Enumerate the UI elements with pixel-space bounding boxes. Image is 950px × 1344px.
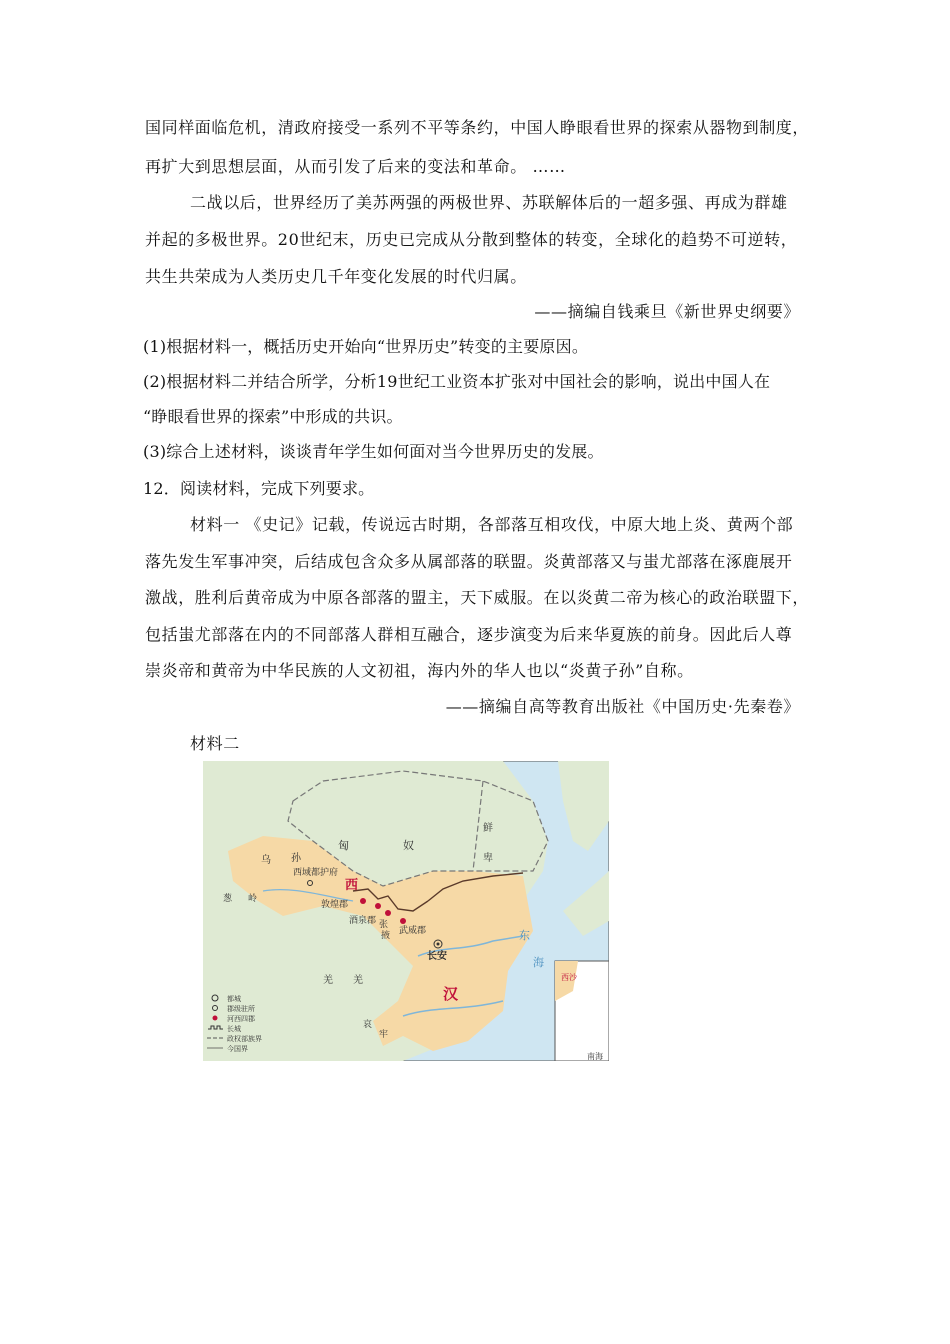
material-one-line: 落先发生军事冲突，后结成包含众多从属部落的联盟。炎黄部落又与蚩尤部落在涿鹿展开: [145, 552, 793, 571]
map-label: 羌: [353, 975, 363, 986]
source-citation: ——摘编自高等教育出版社《中国历史·先秦卷》: [445, 697, 800, 716]
legend-label: 政权部族界: [227, 1036, 262, 1043]
map-label: 哀: [363, 1019, 373, 1029]
han-dynasty-map: [203, 761, 609, 1061]
question-2: (2)根据材料二并结合所学，分析19世纪工业资本扩张对中国社会的影响，说出中国人在: [143, 372, 771, 391]
material-one-line: 崇炎帝和黄帝为中华民族的人文初祖，海内外的华人也以“炎黄子孙”自称。: [145, 661, 694, 680]
map-label: 奴: [403, 840, 414, 852]
map-label: 西域都护府: [293, 867, 339, 877]
map-label: 卑: [483, 853, 493, 864]
hexi-commandery-marker: [360, 898, 366, 904]
material-text-line: 二战以后，世界经历了美苏两强的两极世界、苏联解体后的一超多强、再成为群雄: [190, 193, 788, 212]
source-citation: ——摘编自钱乘旦《新世界史纲要》: [534, 302, 800, 321]
map-label: 东: [519, 930, 530, 942]
material-text-line: 共生共荣成为人类历史几千年变化发展的时代归属。: [145, 267, 527, 286]
map-label: 海: [533, 957, 544, 969]
map-label: 敦煌郡: [321, 899, 349, 909]
map-label: 西: [345, 877, 359, 892]
material-text-line: 并起的多极世界。20世纪末，历史已完成从分散到整体的转变，全球化的趋势不可逆转，: [145, 230, 798, 249]
legend-label: 郡级驻所: [227, 1006, 255, 1013]
map-label: 牢: [379, 1029, 389, 1039]
hexi-legend-icon: [213, 1016, 218, 1021]
map-label: 长安: [427, 951, 447, 962]
map-label: 掖: [381, 930, 391, 940]
question-3: (3)综合上述材料，谈谈青年学生如何面对当今世界历史的发展。: [143, 442, 604, 461]
material-text-line: 再扩大到思想层面，从而引发了后来的变法和革命。 ……: [145, 157, 566, 176]
legend-label: 长城: [227, 1026, 241, 1033]
hexi-commandery-marker: [400, 918, 406, 924]
material-one-line: 材料一 《史记》记载，传说远古时期，各部落互相攻伐，中原大地上炎、黄两个部: [190, 515, 794, 534]
map-label: 张: [379, 919, 389, 929]
map-label: 乌: [261, 855, 271, 866]
question-1: (1)根据材料一，概括历史开始向“世界历史”转变的主要原因。: [143, 337, 589, 356]
material-text-line: 国同样面临危机，清政府接受一系列不平等条约，中国人睁眼看世界的探索从器物到制度，: [145, 118, 810, 137]
material-one-line: 包括蚩尤部落在内的不同部落人群相互融合，逐步演变为后来华夏族的前身。因此后人尊: [145, 625, 793, 644]
map-label: 西沙: [561, 973, 577, 982]
map-label: 孙: [291, 853, 301, 864]
question-12-title: 12．阅读材料，完成下列要求。: [143, 479, 375, 498]
map-label: 南海: [587, 1052, 603, 1061]
map-label: 武威郡: [399, 925, 427, 935]
question-2-cont: “睁眼看世界的探索”中形成的共识。: [143, 407, 403, 426]
map-label: 匈: [338, 840, 349, 852]
legend-label: 今国界: [227, 1046, 248, 1053]
hexi-commandery-marker: [385, 910, 391, 916]
map-label: 酒泉郡: [349, 915, 377, 925]
material-two-label: 材料二: [190, 734, 240, 753]
map-label: 葱: [223, 893, 233, 903]
map-label: 鲜: [483, 823, 493, 834]
legend-label: 都城: [227, 996, 241, 1003]
legend-label: 河西四郡: [227, 1016, 255, 1023]
hexi-commandery-marker: [375, 903, 381, 909]
map-label: 羌: [323, 975, 333, 986]
material-one-line: 激战，胜利后黄帝成为中原各部落的盟主，天下威服。在以炎黄二帝为核心的政治联盟下，: [145, 588, 810, 607]
map-label: 岭: [248, 893, 258, 903]
map-label: 汉: [443, 986, 459, 1003]
